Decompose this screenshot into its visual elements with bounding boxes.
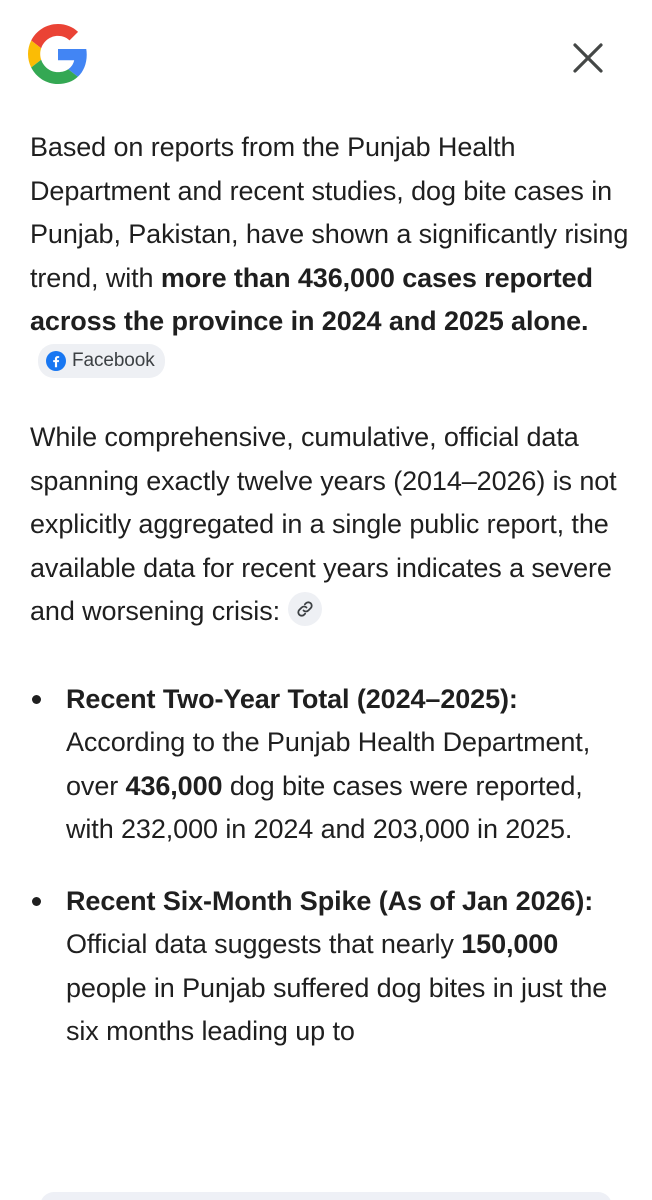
stats-list (30, 678, 630, 1054)
list-item-bold: 150,000 (461, 929, 559, 959)
link-chip[interactable] (288, 592, 322, 626)
list-item-title: Recent Two-Year Total (2024–2025): (66, 683, 518, 714)
close-button[interactable] (560, 30, 616, 86)
list-item (30, 880, 630, 1054)
link-icon (296, 600, 314, 618)
bullet-dot (32, 897, 41, 906)
facebook-icon (46, 351, 66, 371)
intro-bold-text: more than 436,000 cases reported across the province in 2024 and 2025 alone. (30, 262, 593, 336)
intro-paragraph (30, 126, 630, 388)
source-chip-label: Facebook (72, 349, 155, 371)
list-item-text: dog bite cases were reported, with 232,000 in 2024 and 203,000 in 2025. (66, 770, 583, 844)
source-chip-facebook[interactable] (38, 344, 165, 378)
context-text: While comprehensive, cumulative, official data spanning exactly twelve years (2014–2026) is not explicitly aggregated in a single public report, the available data for recent years indicates a severe and worsening crisis: (30, 422, 617, 626)
top-bar (0, 0, 652, 110)
intro-text: Based on reports from the Punjab Health Department and recent studies, dog bite cases in Punjab, Pakistan, have shown a significantly rising trend, with (30, 132, 629, 293)
list-item-text: Official data suggests that nearly (66, 929, 462, 959)
list-item-bold: 436,000 (125, 770, 223, 801)
google-g-logo (28, 24, 88, 84)
list-item (30, 678, 630, 852)
close-icon (572, 42, 604, 74)
ai-overview-content (30, 126, 630, 1054)
context-paragraph (30, 416, 630, 634)
bottom-card-edge (40, 1192, 612, 1200)
bullet-dot (32, 695, 41, 704)
list-item-title: Recent Six-Month Spike (As of Jan 2026): (66, 885, 594, 916)
list-item-text: people in Punjab suffered dog bites in just the six months leading up to (66, 972, 608, 1046)
list-item-text: According to the Punjab Health Department, over (66, 727, 591, 801)
